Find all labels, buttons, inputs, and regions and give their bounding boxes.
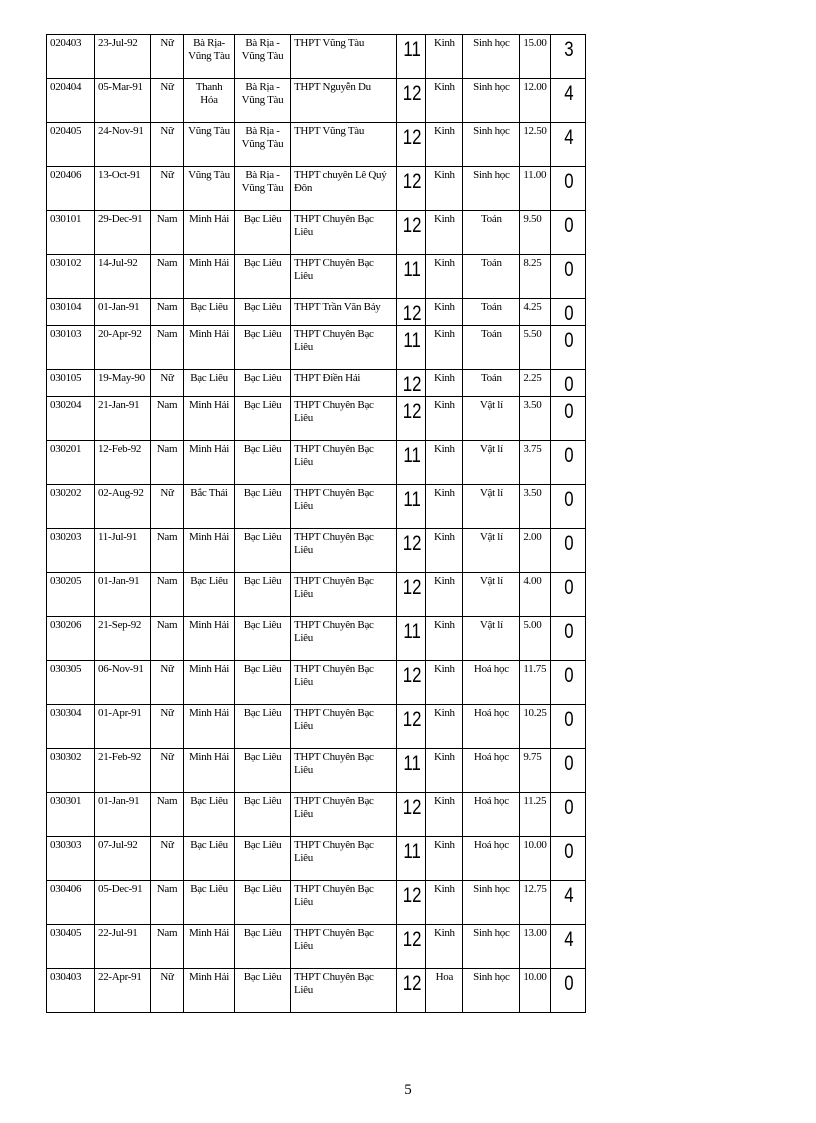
score-cell: 15.00: [520, 35, 551, 79]
table-row: [47, 661, 586, 705]
gender-cell: Nam: [151, 441, 184, 485]
birth-date-cell: 29-Dec-91: [95, 211, 151, 255]
student-id-cell: 030406: [47, 881, 95, 925]
ethnicity-cell: Kinh: [426, 255, 463, 299]
province-cell: Bạc Liêu: [235, 255, 291, 299]
subject-cell: Sinh học: [463, 79, 520, 123]
student-id-cell: 030302: [47, 749, 95, 793]
birth-date-cell: 05-Mar-91: [95, 79, 151, 123]
score-cell: 9.50: [520, 211, 551, 255]
birthplace-cell: Bạc Liêu: [184, 837, 235, 881]
student-id-cell: 030303: [47, 837, 95, 881]
student-id-cell: 020403: [47, 35, 95, 79]
ethnicity-cell: Kinh: [426, 881, 463, 925]
birth-date-cell: 22-Jul-91: [95, 925, 151, 969]
school-cell: THPT Chuyên Bạc Liêu: [291, 881, 397, 925]
gender-cell: Nữ: [151, 79, 184, 123]
birthplace-cell: Vũng Tàu: [184, 167, 235, 211]
score-cell: 5.00: [520, 617, 551, 661]
birthplace-cell: Bạc Liêu: [184, 299, 235, 326]
subject-cell: Hoá học: [463, 705, 520, 749]
gender-cell: Nữ: [151, 749, 184, 793]
birthplace-cell: Minh Hải: [184, 969, 235, 1013]
birth-date-cell: 01-Jan-91: [95, 299, 151, 326]
ethnicity-cell: Kinh: [426, 617, 463, 661]
province-cell: Bạc Liêu: [235, 749, 291, 793]
table-row: [47, 79, 586, 123]
table-row: [47, 326, 586, 370]
student-id-cell: 020405: [47, 123, 95, 167]
school-cell: THPT Chuyên Bạc Liêu: [291, 529, 397, 573]
grade-cell: 12: [399, 573, 422, 617]
birth-date-cell: 20-Apr-92: [95, 326, 151, 370]
prize-cell: 4: [554, 925, 582, 969]
table-row: [47, 211, 586, 255]
school-cell: THPT Chuyên Bạc Liêu: [291, 573, 397, 617]
table-row: [47, 749, 586, 793]
school-cell: THPT Trần Văn Bảy: [291, 299, 397, 326]
student-id-cell: 030206: [47, 617, 95, 661]
gender-cell: Nữ: [151, 123, 184, 167]
ethnicity-cell: Kinh: [426, 529, 463, 573]
grade-cell: 12: [399, 925, 422, 969]
subject-cell: Vật lí: [463, 617, 520, 661]
score-cell: 11.75: [520, 661, 551, 705]
prize-cell: 0: [554, 969, 582, 1013]
student-id-cell: 030304: [47, 705, 95, 749]
birth-date-cell: 22-Apr-91: [95, 969, 151, 1013]
birthplace-cell: Thanh Hóa: [184, 79, 235, 123]
birthplace-cell: Minh Hải: [184, 705, 235, 749]
gender-cell: Nam: [151, 397, 184, 441]
prize-cell: 0: [554, 326, 582, 370]
student-id-cell: 020406: [47, 167, 95, 211]
grade-cell: 11: [399, 485, 422, 529]
birthplace-cell: Bạc Liêu: [184, 881, 235, 925]
prize-cell: 0: [554, 837, 582, 881]
score-cell: 11.25: [520, 793, 551, 837]
birth-date-cell: 21-Sep-92: [95, 617, 151, 661]
school-cell: THPT chuyên Lê Quý Đôn: [291, 167, 397, 211]
score-cell: 3.50: [520, 397, 551, 441]
grade-cell: 12: [399, 705, 422, 749]
ethnicity-cell: Kinh: [426, 370, 463, 397]
birthplace-cell: Minh Hải: [184, 661, 235, 705]
gender-cell: Nữ: [151, 485, 184, 529]
birthplace-cell: Minh Hải: [184, 617, 235, 661]
subject-cell: Sinh học: [463, 925, 520, 969]
ethnicity-cell: Kinh: [426, 705, 463, 749]
student-id-cell: 030103: [47, 326, 95, 370]
school-cell: THPT Chuyên Bạc Liêu: [291, 397, 397, 441]
student-id-cell: 030403: [47, 969, 95, 1013]
table-row: [47, 397, 586, 441]
school-cell: THPT Chuyên Bạc Liêu: [291, 925, 397, 969]
table-body: [47, 35, 586, 1013]
grade-cell: 12: [399, 793, 422, 837]
birthplace-cell: Vũng Tàu: [184, 123, 235, 167]
prize-cell: 0: [554, 299, 582, 326]
ethnicity-cell: Kinh: [426, 79, 463, 123]
table-row: [47, 167, 586, 211]
grade-cell: 11: [399, 255, 422, 299]
student-id-cell: 030405: [47, 925, 95, 969]
gender-cell: Nữ: [151, 837, 184, 881]
gender-cell: Nam: [151, 299, 184, 326]
score-cell: 12.00: [520, 79, 551, 123]
student-id-cell: 030205: [47, 573, 95, 617]
birthplace-cell: Minh Hải: [184, 255, 235, 299]
province-cell: Bạc Liêu: [235, 370, 291, 397]
school-cell: THPT Chuyên Bạc Liêu: [291, 793, 397, 837]
subject-cell: Vật lí: [463, 441, 520, 485]
birth-date-cell: 02-Aug-92: [95, 485, 151, 529]
school-cell: THPT Chuyên Bạc Liêu: [291, 837, 397, 881]
table-row: [47, 837, 586, 881]
score-cell: 5.50: [520, 326, 551, 370]
score-cell: 2.00: [520, 529, 551, 573]
ethnicity-cell: Kinh: [426, 35, 463, 79]
province-cell: Bà Rịa - Vũng Tàu: [235, 35, 291, 79]
subject-cell: Toán: [463, 370, 520, 397]
prize-cell: 4: [554, 79, 582, 123]
prize-cell: 0: [554, 573, 582, 617]
subject-cell: Sinh học: [463, 123, 520, 167]
province-cell: Bạc Liêu: [235, 573, 291, 617]
province-cell: Bạc Liêu: [235, 661, 291, 705]
subject-cell: Sinh học: [463, 167, 520, 211]
subject-cell: Sinh học: [463, 969, 520, 1013]
province-cell: Bạc Liêu: [235, 299, 291, 326]
birthplace-cell: Minh Hải: [184, 925, 235, 969]
table-row: [47, 299, 586, 326]
ethnicity-cell: Kinh: [426, 326, 463, 370]
score-cell: 12.50: [520, 123, 551, 167]
ethnicity-cell: Kinh: [426, 749, 463, 793]
birth-date-cell: 19-May-90: [95, 370, 151, 397]
subject-cell: Toán: [463, 255, 520, 299]
birth-date-cell: 23-Jul-92: [95, 35, 151, 79]
birth-date-cell: 07-Jul-92: [95, 837, 151, 881]
province-cell: Bạc Liêu: [235, 397, 291, 441]
province-cell: Bà Rịa - Vũng Tàu: [235, 123, 291, 167]
grade-cell: 12: [399, 299, 422, 326]
grade-cell: 12: [399, 397, 422, 441]
grade-cell: 12: [399, 969, 422, 1013]
province-cell: Bạc Liêu: [235, 793, 291, 837]
gender-cell: Nam: [151, 529, 184, 573]
subject-cell: Sinh học: [463, 881, 520, 925]
prize-cell: 0: [554, 397, 582, 441]
birth-date-cell: 01-Jan-91: [95, 573, 151, 617]
subject-cell: Vật lí: [463, 485, 520, 529]
subject-cell: Toán: [463, 299, 520, 326]
student-id-cell: 030202: [47, 485, 95, 529]
grade-cell: 11: [399, 749, 422, 793]
school-cell: THPT Chuyên Bạc Liêu: [291, 617, 397, 661]
prize-cell: 4: [554, 881, 582, 925]
province-cell: Bạc Liêu: [235, 485, 291, 529]
school-cell: THPT Chuyên Bạc Liêu: [291, 211, 397, 255]
subject-cell: Toán: [463, 326, 520, 370]
table-row: [47, 705, 586, 749]
birthplace-cell: Minh Hải: [184, 529, 235, 573]
ethnicity-cell: Kinh: [426, 573, 463, 617]
gender-cell: Nam: [151, 881, 184, 925]
table-row: [47, 35, 586, 79]
province-cell: Bạc Liêu: [235, 326, 291, 370]
score-cell: 4.25: [520, 299, 551, 326]
province-cell: Bạc Liêu: [235, 969, 291, 1013]
birth-date-cell: 12-Feb-92: [95, 441, 151, 485]
province-cell: Bạc Liêu: [235, 881, 291, 925]
ethnicity-cell: Kinh: [426, 299, 463, 326]
ethnicity-cell: Kinh: [426, 837, 463, 881]
birthplace-cell: Bạc Liêu: [184, 370, 235, 397]
table-row: [47, 793, 586, 837]
table-row: [47, 123, 586, 167]
ethnicity-cell: Hoa: [426, 969, 463, 1013]
prize-cell: 4: [554, 123, 582, 167]
ethnicity-cell: Kinh: [426, 661, 463, 705]
school-cell: THPT Chuyên Bạc Liêu: [291, 326, 397, 370]
subject-cell: Hoá học: [463, 749, 520, 793]
ethnicity-cell: Kinh: [426, 441, 463, 485]
page-number: 5: [404, 1082, 412, 1098]
score-cell: 10.25: [520, 705, 551, 749]
grade-cell: 12: [399, 167, 422, 211]
ethnicity-cell: Kinh: [426, 925, 463, 969]
table-row: [47, 573, 586, 617]
birth-date-cell: 24-Nov-91: [95, 123, 151, 167]
student-id-cell: 030203: [47, 529, 95, 573]
score-cell: 10.00: [520, 969, 551, 1013]
prize-cell: 0: [554, 441, 582, 485]
grade-cell: 12: [399, 661, 422, 705]
province-cell: Bạc Liêu: [235, 529, 291, 573]
school-cell: THPT Chuyên Bạc Liêu: [291, 485, 397, 529]
school-cell: THPT Chuyên Bạc Liêu: [291, 969, 397, 1013]
prize-cell: 0: [554, 529, 582, 573]
birth-date-cell: 01-Apr-91: [95, 705, 151, 749]
birth-date-cell: 13-Oct-91: [95, 167, 151, 211]
student-id-cell: 030101: [47, 211, 95, 255]
subject-cell: Hoá học: [463, 837, 520, 881]
gender-cell: Nữ: [151, 661, 184, 705]
prize-cell: 0: [554, 793, 582, 837]
prize-cell: 3: [554, 35, 582, 79]
birth-date-cell: 05-Dec-91: [95, 881, 151, 925]
birthplace-cell: Minh Hải: [184, 397, 235, 441]
school-cell: THPT Nguyễn Du: [291, 79, 397, 123]
province-cell: Bạc Liêu: [235, 837, 291, 881]
gender-cell: Nam: [151, 925, 184, 969]
ethnicity-cell: Kinh: [426, 211, 463, 255]
grade-cell: 12: [399, 881, 422, 925]
score-cell: 2.25: [520, 370, 551, 397]
subject-cell: Vật lí: [463, 529, 520, 573]
prize-cell: 0: [554, 255, 582, 299]
grade-cell: 12: [399, 123, 422, 167]
province-cell: Bà Rịa - Vũng Tàu: [235, 167, 291, 211]
birthplace-cell: Bắc Thái: [184, 485, 235, 529]
score-cell: 12.75: [520, 881, 551, 925]
birthplace-cell: Bà Rịa-Vũng Tàu: [184, 35, 235, 79]
table-row: [47, 969, 586, 1013]
province-cell: Bạc Liêu: [235, 441, 291, 485]
gender-cell: Nam: [151, 573, 184, 617]
ethnicity-cell: Kinh: [426, 123, 463, 167]
school-cell: THPT Điền Hải: [291, 370, 397, 397]
birth-date-cell: 11-Jul-91: [95, 529, 151, 573]
subject-cell: Toán: [463, 211, 520, 255]
table-row: [47, 255, 586, 299]
birthplace-cell: Minh Hải: [184, 326, 235, 370]
ethnicity-cell: Kinh: [426, 167, 463, 211]
birthplace-cell: Minh Hải: [184, 211, 235, 255]
birthplace-cell: Minh Hải: [184, 441, 235, 485]
school-cell: THPT Chuyên Bạc Liêu: [291, 255, 397, 299]
birthplace-cell: Bạc Liêu: [184, 573, 235, 617]
gender-cell: Nam: [151, 255, 184, 299]
birthplace-cell: Bạc Liêu: [184, 793, 235, 837]
school-cell: THPT Chuyên Bạc Liêu: [291, 749, 397, 793]
score-cell: 3.50: [520, 485, 551, 529]
student-id-cell: 030201: [47, 441, 95, 485]
prize-cell: 0: [554, 749, 582, 793]
ethnicity-cell: Kinh: [426, 485, 463, 529]
grade-cell: 12: [399, 529, 422, 573]
school-cell: THPT Chuyên Bạc Liêu: [291, 441, 397, 485]
score-cell: 3.75: [520, 441, 551, 485]
gender-cell: Nam: [151, 617, 184, 661]
table-row: [47, 529, 586, 573]
table-row: [47, 617, 586, 661]
birth-date-cell: 01-Jan-91: [95, 793, 151, 837]
grade-cell: 11: [399, 441, 422, 485]
prize-cell: 0: [554, 617, 582, 661]
subject-cell: Vật lí: [463, 397, 520, 441]
birth-date-cell: 21-Jan-91: [95, 397, 151, 441]
prize-cell: 0: [554, 370, 582, 397]
score-cell: 9.75: [520, 749, 551, 793]
birthplace-cell: Minh Hải: [184, 749, 235, 793]
table-row: [47, 441, 586, 485]
prize-cell: 0: [554, 485, 582, 529]
prize-cell: 0: [554, 661, 582, 705]
gender-cell: Nữ: [151, 969, 184, 1013]
student-id-cell: 030301: [47, 793, 95, 837]
score-cell: 10.00: [520, 837, 551, 881]
subject-cell: Sinh học: [463, 35, 520, 79]
gender-cell: Nữ: [151, 167, 184, 211]
gender-cell: Nam: [151, 793, 184, 837]
score-cell: 11.00: [520, 167, 551, 211]
student-id-cell: 020404: [47, 79, 95, 123]
school-cell: THPT Vũng Tàu: [291, 35, 397, 79]
province-cell: Bà Rịa - Vũng Tàu: [235, 79, 291, 123]
ethnicity-cell: Kinh: [426, 397, 463, 441]
student-id-cell: 030204: [47, 397, 95, 441]
gender-cell: Nữ: [151, 370, 184, 397]
ethnicity-cell: Kinh: [426, 793, 463, 837]
subject-cell: Hoá học: [463, 793, 520, 837]
student-id-cell: 030105: [47, 370, 95, 397]
table-row: [47, 370, 586, 397]
birth-date-cell: 06-Nov-91: [95, 661, 151, 705]
birth-date-cell: 21-Feb-92: [95, 749, 151, 793]
student-id-cell: 030104: [47, 299, 95, 326]
table-row: [47, 881, 586, 925]
grade-cell: 11: [399, 837, 422, 881]
gender-cell: Nữ: [151, 35, 184, 79]
school-cell: THPT Vũng Tàu: [291, 123, 397, 167]
grade-cell: 11: [399, 35, 422, 79]
table-row: [47, 485, 586, 529]
grade-cell: 12: [399, 211, 422, 255]
school-cell: THPT Chuyên Bạc Liêu: [291, 661, 397, 705]
table-row: [47, 925, 586, 969]
grade-cell: 11: [399, 617, 422, 661]
student-results-table: [46, 34, 586, 1013]
province-cell: Bạc Liêu: [235, 617, 291, 661]
birth-date-cell: 14-Jul-92: [95, 255, 151, 299]
prize-cell: 0: [554, 211, 582, 255]
score-cell: 4.00: [520, 573, 551, 617]
gender-cell: Nam: [151, 211, 184, 255]
student-id-cell: 030305: [47, 661, 95, 705]
gender-cell: Nam: [151, 326, 184, 370]
prize-cell: 0: [554, 167, 582, 211]
province-cell: Bạc Liêu: [235, 705, 291, 749]
subject-cell: Hoá học: [463, 661, 520, 705]
gender-cell: Nữ: [151, 705, 184, 749]
grade-cell: 12: [399, 79, 422, 123]
province-cell: Bạc Liêu: [235, 925, 291, 969]
grade-cell: 11: [399, 326, 422, 370]
prize-cell: 0: [554, 705, 582, 749]
subject-cell: Vật lí: [463, 573, 520, 617]
score-cell: 8.25: [520, 255, 551, 299]
grade-cell: 12: [399, 370, 422, 397]
school-cell: THPT Chuyên Bạc Liêu: [291, 705, 397, 749]
score-cell: 13.00: [520, 925, 551, 969]
student-id-cell: 030102: [47, 255, 95, 299]
province-cell: Bạc Liêu: [235, 211, 291, 255]
